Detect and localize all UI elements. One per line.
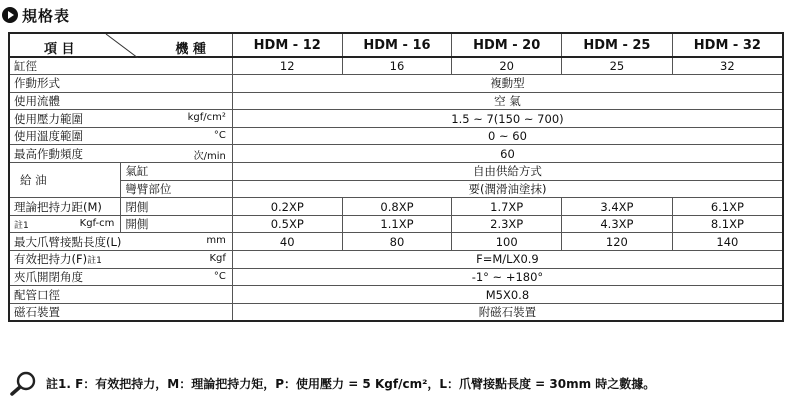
table-row (9, 251, 783, 269)
footnote (10, 370, 655, 396)
table-cell: 自由供給方式 (232, 163, 783, 181)
table-cell: 8.1XP (672, 215, 783, 233)
row-label: 缸徑 (9, 57, 232, 75)
row-label-text: 最大爪臂接點長度(L) (14, 234, 122, 249)
table-cell: 100 (452, 233, 562, 251)
table-cell: 60 (232, 145, 783, 163)
circle-arrow-icon (2, 7, 18, 23)
table-cell: 140 (672, 233, 783, 251)
sub-row-label: 氣缸 (121, 163, 233, 181)
row-unit: mm (206, 235, 226, 247)
table-cell: F=M/LX0.9 (232, 251, 783, 269)
table-cell: 0 ~ 60 (232, 127, 783, 145)
row-label-text: 夾爪開閉角度 (14, 269, 83, 284)
row-label (9, 145, 232, 163)
table-row (9, 57, 783, 75)
row-label-text: 有效把持力(F) (14, 252, 88, 267)
row-unit: °C (213, 270, 226, 282)
table-row (9, 163, 783, 181)
table-cell: 0.5XP (232, 215, 342, 233)
table-row (9, 127, 783, 145)
row-unit: °C (213, 129, 226, 141)
table-cell: 32 (672, 57, 783, 75)
row-label: 作動形式 (9, 75, 232, 93)
row-unit: kgf/cm² (187, 112, 226, 124)
table-row (9, 268, 783, 286)
item-model-header (9, 33, 232, 57)
row-note: 註1 (14, 221, 29, 232)
table-cell: 2.3XP (452, 215, 562, 233)
table-cell: 0.8XP (342, 198, 452, 216)
table-row (9, 145, 783, 163)
model-header-cell: HDM - 16 (342, 33, 452, 57)
table-row (9, 75, 783, 93)
table-row (9, 198, 783, 216)
row-label-text: 最高作動頻度 (14, 146, 83, 161)
row-label (9, 233, 232, 251)
table-cell: 20 (452, 57, 562, 75)
table-cell: 25 (562, 57, 673, 75)
item-header: 項 目 (44, 42, 75, 57)
sub-row-label: 開側 (121, 215, 233, 233)
section-title-row (2, 2, 70, 28)
model-header: 機 種 (175, 42, 206, 57)
table-cell: 40 (232, 233, 342, 251)
row-label (9, 110, 232, 128)
row-label (9, 215, 121, 233)
row-unit: Kgf-cm (79, 217, 115, 229)
table-cell: 120 (562, 233, 673, 251)
row-unit: Kgf (209, 253, 226, 265)
row-label: 使用流體 (9, 92, 232, 110)
table-cell: 3.4XP (562, 198, 673, 216)
row-label (9, 251, 232, 269)
row-label: 磁石裝置 (9, 303, 232, 321)
table-row (9, 286, 783, 304)
table-cell: 附磁石裝置 (232, 303, 783, 321)
section-title: 規格表 (22, 6, 71, 25)
table-cell: -1° ~ +180° (232, 268, 783, 286)
table-cell: 要(潤滑油塗抹) (232, 180, 783, 198)
table-row (9, 180, 783, 198)
table-cell: 12 (232, 57, 342, 75)
row-label: 理論把持力距(M) (9, 198, 121, 216)
sub-row-label: 閉側 (121, 198, 233, 216)
table-cell: 0.2XP (232, 198, 342, 216)
table-cell: 16 (342, 57, 452, 75)
row-label-text: 使用溫度範圍 (14, 129, 83, 144)
table-cell: 4.3XP (562, 215, 673, 233)
magnifier-icon (10, 370, 38, 396)
table-cell: 空 氣 (232, 92, 783, 110)
table-row (9, 92, 783, 110)
table-cell: 1.7XP (452, 198, 562, 216)
table-row (9, 215, 783, 233)
row-unit: 次/min (193, 151, 226, 163)
spec-table (8, 32, 784, 322)
model-header-cell: HDM - 20 (452, 33, 562, 57)
row-label (9, 127, 232, 145)
row-note: 註1 (87, 256, 102, 267)
table-cell: 80 (342, 233, 452, 251)
table-row (9, 303, 783, 321)
table-row (9, 110, 783, 128)
footnote-text: 註1. F：有效把持力，M：理論把持力矩，P：使用壓力 = 5 Kgf/cm²，L：爪臂接點長度 = 30mm 時之數據。 (46, 376, 656, 391)
row-label (9, 268, 232, 286)
row-label: 給 油 (9, 163, 121, 198)
table-row (9, 233, 783, 251)
model-header-cell: HDM - 32 (672, 33, 783, 57)
sub-row-label: 彎臂部位 (121, 180, 233, 198)
model-header-cell: HDM - 12 (232, 33, 342, 57)
table-cell: 1.5 ~ 7(150 ~ 700) (232, 110, 783, 128)
model-header-cell: HDM - 25 (562, 33, 673, 57)
table-cell: 1.1XP (342, 215, 452, 233)
table-cell: M5X0.8 (232, 286, 783, 304)
table-cell: 複動型 (232, 75, 783, 93)
table-header-row (9, 33, 783, 57)
row-label: 配管口徑 (9, 286, 232, 304)
table-cell: 6.1XP (672, 198, 783, 216)
row-label-text: 使用壓力範圍 (14, 111, 83, 126)
